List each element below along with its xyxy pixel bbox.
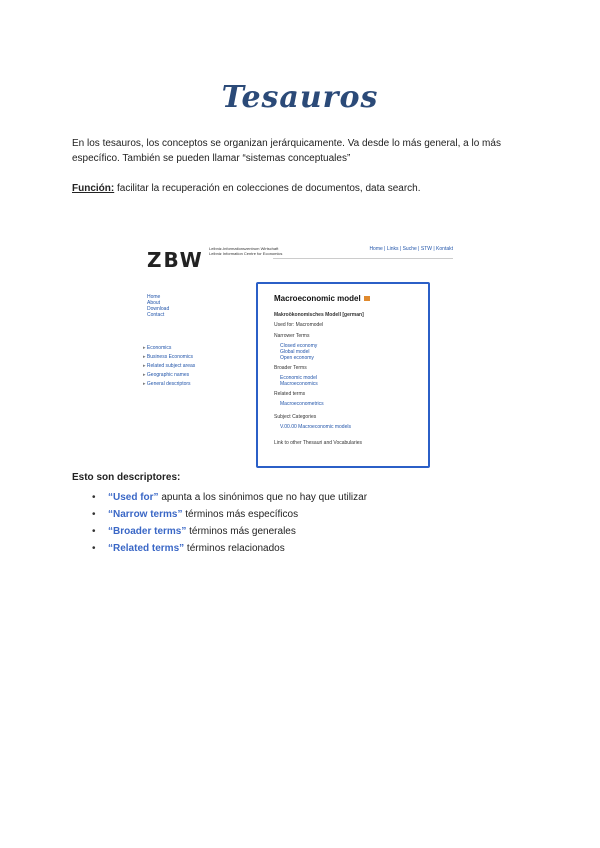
nav-item[interactable]: About [147, 300, 161, 306]
descriptor-card [256, 282, 430, 468]
descriptor-text: términos más específicos [182, 509, 299, 520]
term-link[interactable]: Macroeconomics [280, 381, 318, 387]
nav-item[interactable]: ▸ Geographic names [143, 371, 195, 380]
list-item [72, 523, 367, 540]
descriptor-term: “Broader terms” [108, 526, 187, 537]
card-related-label: Related terms [274, 391, 306, 397]
divider [273, 258, 453, 259]
nav-item[interactable]: ▸ Business Economics [143, 353, 195, 362]
card-subject-label: Subject Categories [274, 414, 317, 420]
zbw-logo: ZBW [147, 248, 204, 272]
term-link[interactable]: Global model [280, 349, 310, 355]
list-item [72, 540, 367, 557]
page-title: Tesauros [221, 80, 379, 115]
funcion-paragraph [72, 183, 532, 194]
left-nav-categories [143, 344, 195, 389]
descriptor-term: “Narrow terms” [108, 509, 183, 520]
term-link[interactable]: V.00.00 Macroeconomic models [280, 424, 351, 430]
term-link[interactable]: Economic model [280, 375, 317, 381]
list-item [72, 489, 367, 506]
card-title: Macroeconomic model [274, 294, 370, 303]
card-related-list [280, 401, 324, 407]
card-broader-list [280, 375, 318, 387]
nav-item[interactable]: ▸ Related subject areas [143, 362, 195, 371]
zbw-logo-text: Leibniz-Informationszentrum Wirtschaft Leibniz Information Centre for Economics [209, 246, 283, 256]
intro-paragraph: En los tesauros, los conceptos se organizan jerárquicamente. Va desde lo más general, a lo más específico. También se pueden llamar “sistemas conceptuales” [72, 138, 501, 164]
list-item [72, 506, 367, 523]
descriptores-list [72, 489, 367, 557]
nav-item[interactable]: Contact [147, 312, 165, 318]
descriptor-text: apunta a los sinónimos que no hay que utilizar [158, 492, 368, 503]
rdf-icon [364, 296, 370, 301]
term-link[interactable]: Macroeconometrics [280, 401, 324, 407]
nav-item[interactable]: Download [147, 306, 170, 312]
top-links[interactable]: Home | Links | Suche | STW | Kontakt [369, 246, 453, 252]
descriptor-term: “Related terms” [108, 543, 185, 554]
left-nav-primary [147, 294, 169, 318]
card-subject-list [280, 424, 351, 430]
descriptores-title: Esto son descriptores: [72, 472, 181, 483]
card-link[interactable]: Link to other Thesauri and Vocabularies [274, 440, 363, 446]
funcion-text: facilitar la recuperación en colecciones de documentos, data search. [114, 183, 421, 194]
card-german: Makroökonomisches Modell [german] [274, 312, 364, 318]
nav-item[interactable]: ▸ Economics [143, 344, 195, 353]
descriptor-text: términos relacionados [184, 543, 285, 554]
card-broader-label: Broader Terms [274, 365, 307, 371]
descriptor-text: términos más generales [186, 526, 296, 537]
card-used-for: Used for: Macromodel [274, 322, 324, 328]
thesaurus-screenshot [143, 238, 453, 470]
funcion-label: Función: [72, 183, 115, 194]
descriptor-term: “Used for” [108, 492, 159, 503]
nav-item[interactable]: Home [147, 294, 161, 300]
term-link[interactable]: Closed economy [280, 343, 318, 349]
card-narrower-list [280, 343, 317, 361]
term-link[interactable]: Open economy [280, 355, 314, 361]
card-narrower-label: Narrower Terms [274, 333, 310, 339]
nav-item[interactable]: ▸ General descriptors [143, 380, 195, 389]
